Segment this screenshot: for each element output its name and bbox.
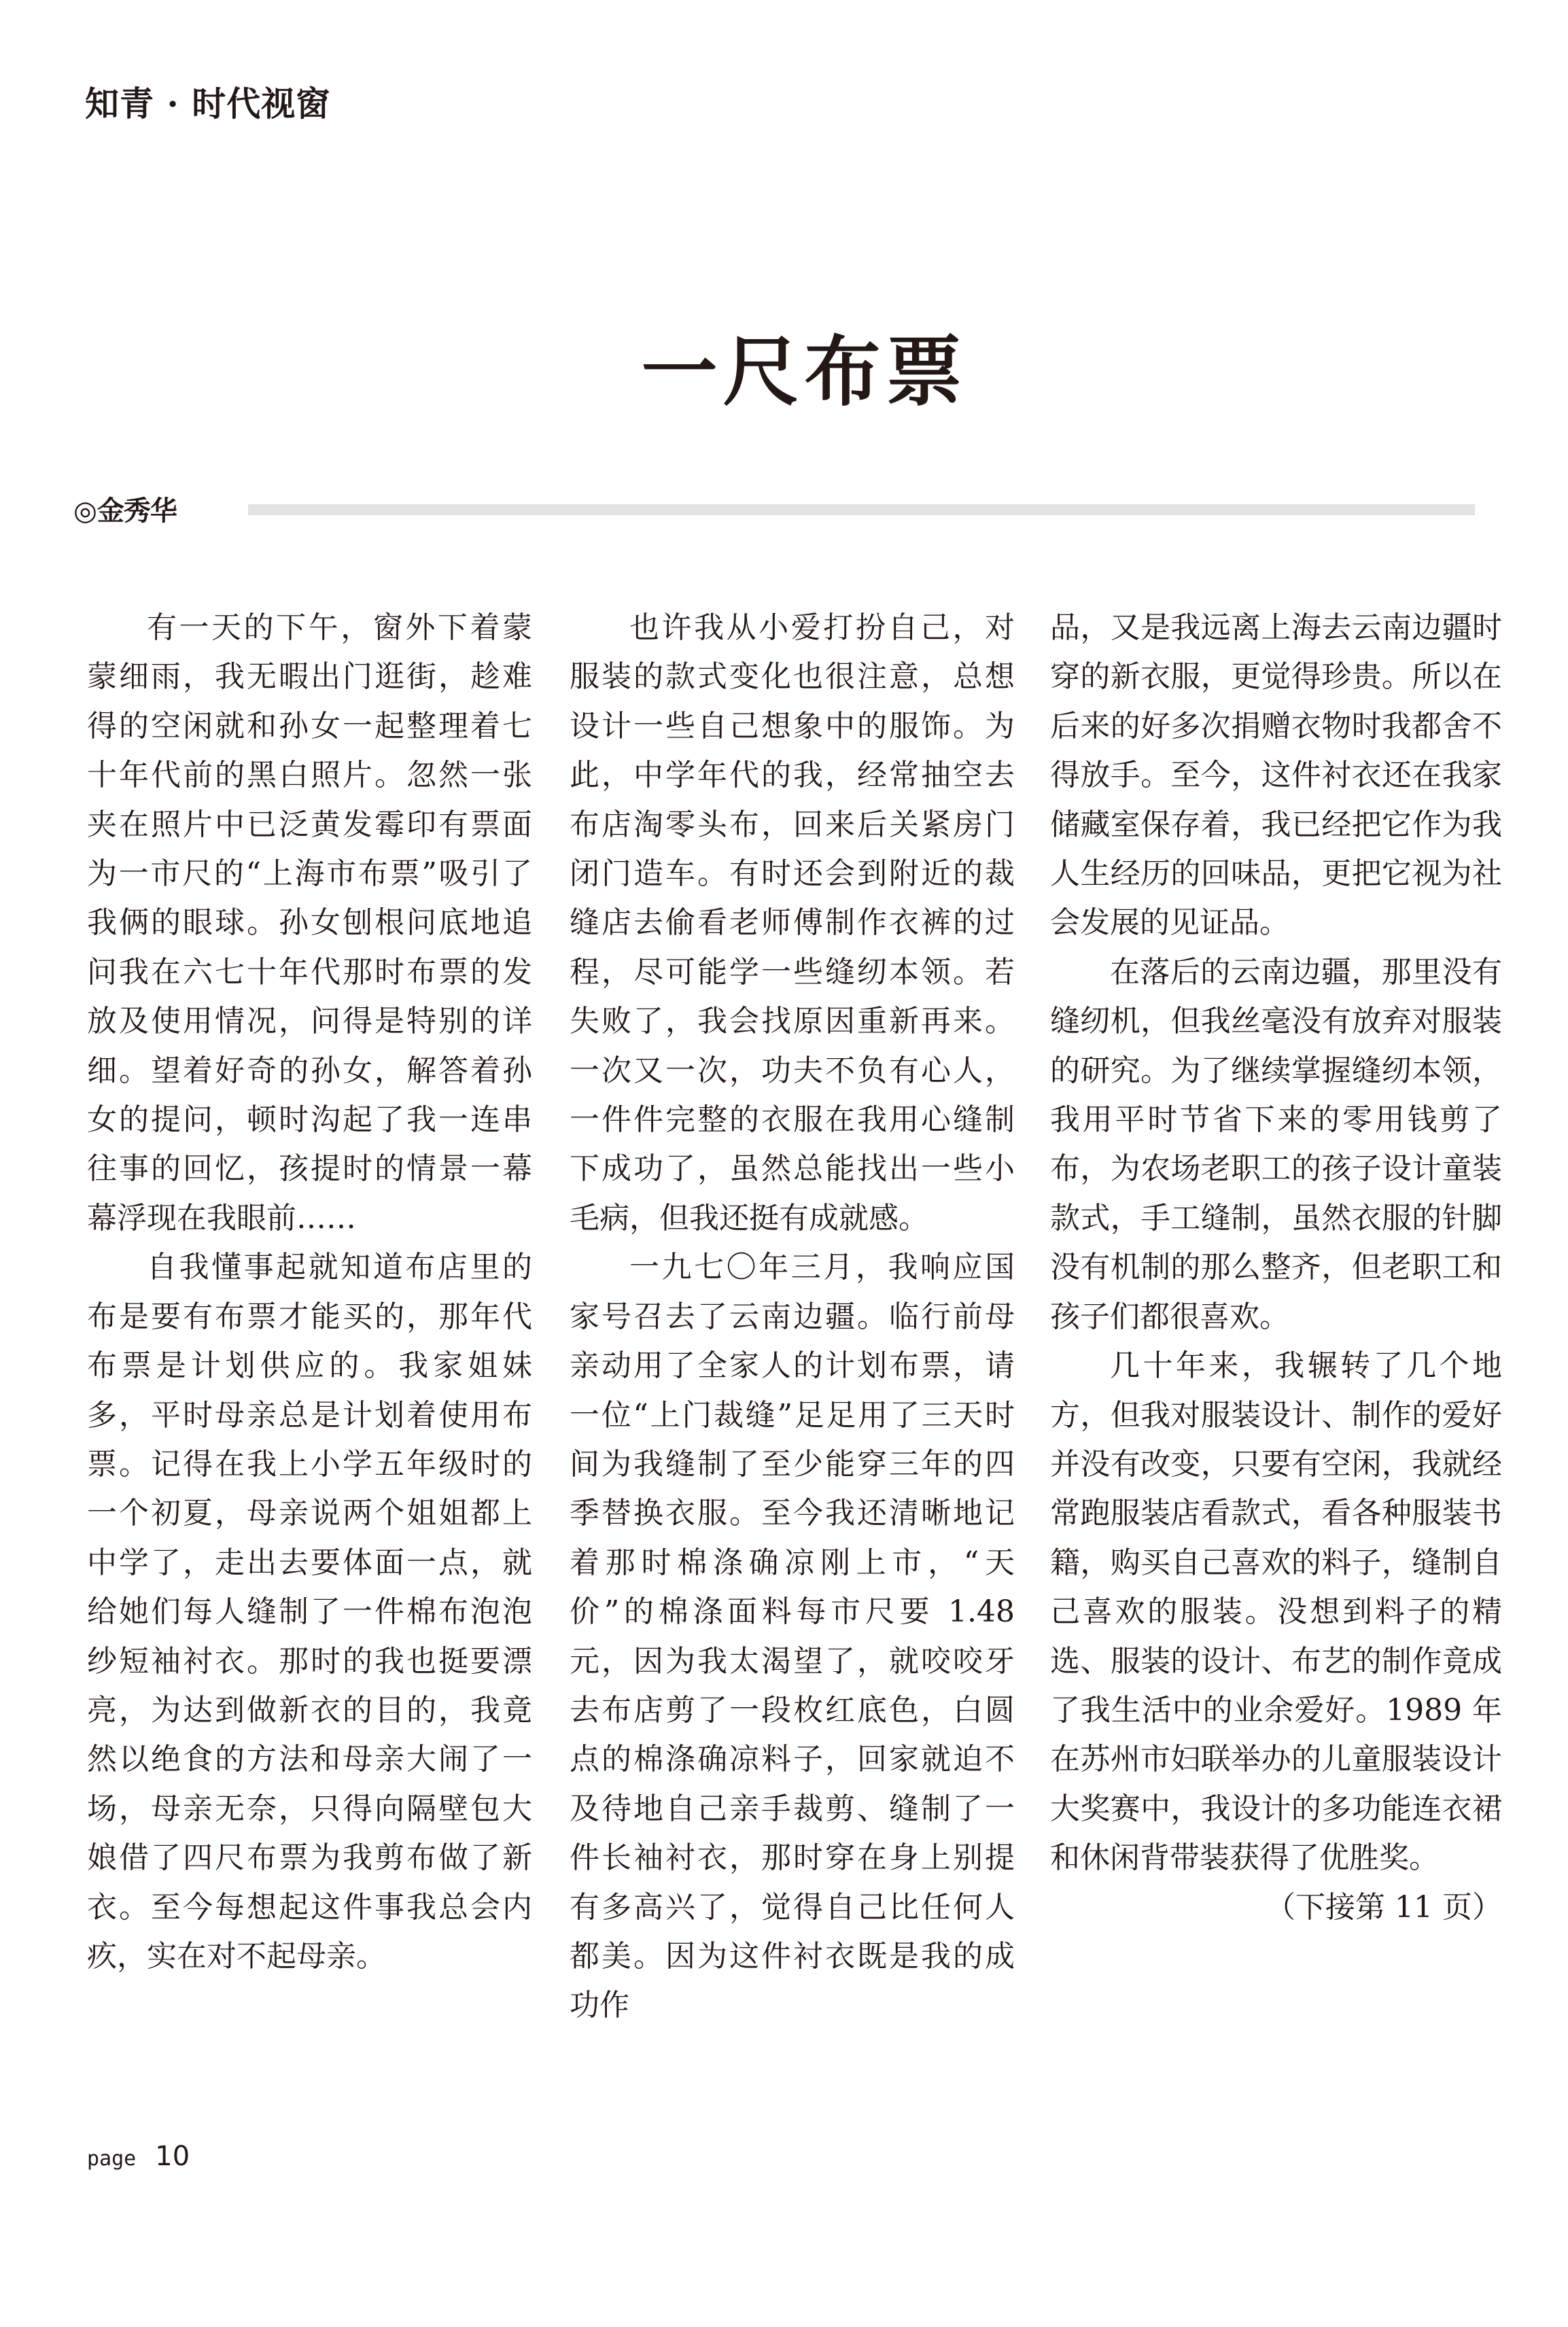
paragraph: 在落后的云南边疆，那里没有缝纫机，但我丝毫没有放弃对服装的研究。为了继续掌握缝纫本领，我用平时节省下来的零用钱剪了布，为农场老职工的孩子设计童装款式，手工缝制，虽然衣服的针脚没有机制的那么整齐，但老职工和孩子们都很喜欢。: [1050, 954, 1502, 1334]
column-3: [1050, 603, 1502, 1932]
paragraph: 有一天的下午，窗外下着蒙蒙细雨，我无暇出门逛街，趁难得的空闲就和孙女一起整理着七十年代前的黑白照片。忽然一张夹在照片中已泛黄发霉印有票面为一市尺的“上海市布票”吸引了我俩的眼球。孙女刨根问底地追问我在六七十年代那时布票的发放及使用情况，问得是特别的详细。望着好奇的孙女，解答着孙女的提问，顿时沟起了我一连串往事的回忆，孩提时的情景一幕幕浮现在我眼前……: [87, 610, 532, 1236]
article-body: [0, 603, 1568, 2099]
paragraph-last: [1050, 1342, 1502, 1925]
byline-mark-icon: ◎: [73, 495, 97, 527]
section-header: 知青 · 时代视窗: [85, 84, 331, 124]
column-1: [87, 603, 532, 1981]
article-title: 一尺布票: [641, 328, 968, 417]
page-number: 10: [155, 2141, 190, 2172]
author-name: 金秀华: [97, 495, 177, 527]
paragraph: 一九七〇年三月，我响应国家号召去了云南边疆。临行前母亲动用了全家人的计划布票，请一位“上门裁缝”足足用了三天时间为我缝制了至少能穿三年的四季替换衣服。至今我还清晰地记着那时棉涤确凉刚上市，“天价”的棉涤面料每市尺要 1.48 元，因为我太渴望了，就咬咬牙去布店剪了一段枚红底色，白圆点的棉涤确凉料子，回家就迫不及待地自己亲手裁剪、缝制了一件长袖衬衣，那时穿在身上别提有多高兴了，觉得自己比任何人都美。因为这件衬衣既是我的成功作: [570, 1250, 1015, 2023]
paragraph: 自我懂事起就知道布店里的布是要有布票才能买的，那年代布票是计划供应的。我家姐妹多，平时母亲总是计划着使用布票。记得在我上小学五年级时的一个初夏，母亲说两个姐姐都上中学了，走出去要体面一点，就给她们每人缝制了一件棉布泡泡纱短袖衬衣。那时的我也挺要漂亮，为达到做新衣的目的，我竟然以绝食的方法和母亲大闹了一场，母亲无奈，只得向隔壁包大娘借了四尺布票为我剪布做了新衣。至今每想起这件事我总会内疚，实在对不起母亲。: [87, 1250, 532, 1974]
paragraph: 品，又是我远离上海去云南边疆时穿的新衣服，更觉得珍贵。所以在后来的好多次捐赠衣物时我都舍不得放手。至今，这件衬衣还在我家储藏室保存着，我已经把它作为我人生经历的回味品，更把它视为社会发展的见证品。: [1050, 610, 1502, 941]
byline-divider: [248, 504, 1475, 515]
continued-note: （下接第 11 页）: [1266, 1889, 1502, 1925]
paragraph-text: 几十年来，我辗转了几个地方，但我对服装设计、制作的爱好并没有改变，只要有空闲，我就经常跑服装店看款式，看各种服装书籍，购买自己喜欢的料子，缝制自己喜欢的服装。没想到料子的精选、服装的设计、布艺的制作竟成了我生活中的业余爱好。1989 年在苏州市妇联举办的儿童服装设计大奖赛中，我设计的多功能连衣裙和休闲背带装获得了优胜奖。: [1050, 1348, 1502, 1876]
paragraph: 也许我从小爱打扮自己，对服装的款式变化也很注意，总想设计一些自己想象中的服饰。为此，中学年代的我，经常抽空去布店淘零头布，回来后关紧房门闭门造车。有时还会到附近的裁缝店去偷看老师傅制作衣裤的过程，尽可能学一些缝纫本领。若失败了，我会找原因重新再来。一次又一次，功夫不负有心人，一件件完整的衣服在我用心缝制下成功了，虽然总能找出一些小毛病，但我还挺有成就感。: [570, 610, 1015, 1236]
column-2: [570, 603, 1015, 2031]
page-footer: [87, 2141, 190, 2172]
byline: [73, 494, 177, 528]
page-label: page: [87, 2147, 137, 2171]
